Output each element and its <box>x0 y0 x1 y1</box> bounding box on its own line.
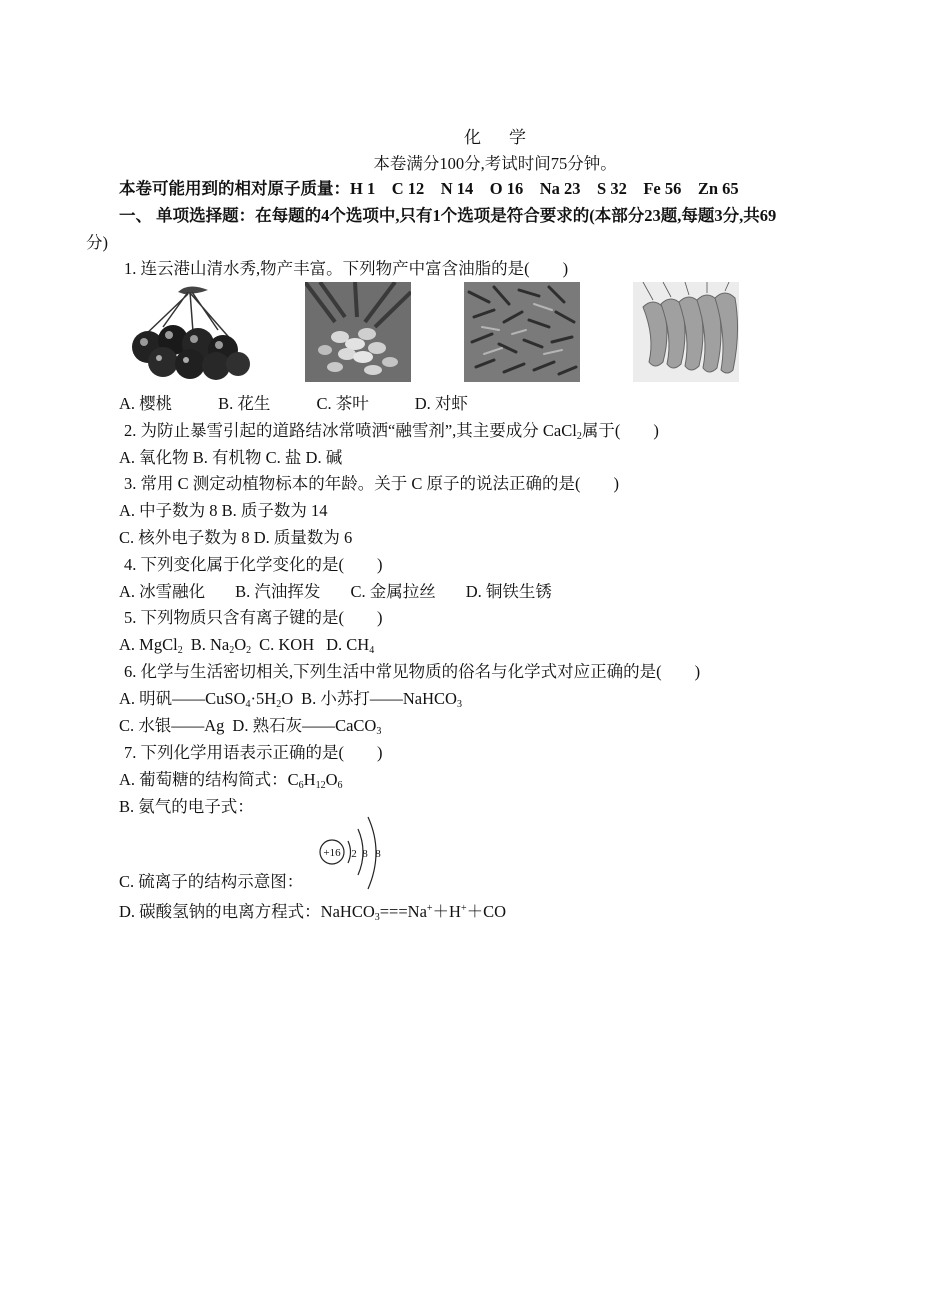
question-2-stem: 2. 为防止暴雪引起的道路结冰常喷洒“融雪剂”,其主要成分 CaCl$_2$属于( ) <box>124 421 659 442</box>
question-1-options <box>119 393 468 415</box>
q7-option-d[interactable]: D. 碳酸氢钠的电离方程式：NaHCO$_3$===Na+＋H+＋CO <box>119 902 507 923</box>
question-3-stem: 3. 常用 C 测定动植物标本的年龄。关于 C 原子的说法正确的是( ) <box>124 474 619 493</box>
question-2-options[interactable]: A. 氧化物 B. 有机物 C. 盐 D. 碱 <box>119 448 343 467</box>
question-3-options-row1[interactable]: A. 中子数为 8 B. 质子数为 14 <box>119 501 328 520</box>
title-char-2: 学 <box>509 128 526 147</box>
question-3-options-row2[interactable]: C. 核外电子数为 8 D. 质量数为 6 <box>119 528 353 547</box>
question-5-options <box>119 634 374 656</box>
q6-option-d[interactable]: D. 熟石灰——CaCO$_3$ <box>232 716 382 737</box>
cherries-photo <box>118 282 253 382</box>
section-heading-wrap: 分) <box>86 233 108 252</box>
q1-option-b[interactable]: B. 花生 <box>218 394 271 413</box>
q4-option-c[interactable]: C. 金属拉丝 <box>350 582 436 601</box>
title-char-1: 化 <box>464 128 481 147</box>
shell-2-count: 8 <box>362 848 368 860</box>
shrimp-photo <box>633 282 739 382</box>
q5-option-a[interactable]: A. MgCl$_2$ <box>119 635 183 656</box>
q1-option-d[interactable]: D. 对虾 <box>414 394 468 413</box>
q7-option-c[interactable]: C. 硫离子的结构示意图： <box>119 872 304 891</box>
q7-option-a[interactable]: A. 葡萄糖的结构简式：$C_6H_{12}O_6$ <box>119 770 343 791</box>
q4-option-d[interactable]: D. 铜铁生锈 <box>465 582 552 601</box>
question-7-stem: 7. 下列化学用语表示正确的是( ) <box>124 743 383 762</box>
peanuts-photo <box>305 282 411 382</box>
q6-option-a[interactable]: A. 明矾$——CuSO_4\cdot 5H_2O$ <box>119 689 294 710</box>
q1-option-c[interactable]: C. 茶叶 <box>316 394 369 413</box>
page-title <box>0 123 950 148</box>
q7-option-b[interactable]: B. 氨气的电子式： <box>119 797 254 816</box>
shell-3-count: 8 <box>375 848 381 860</box>
q5-option-b[interactable]: B. $Na_2O_2$ <box>190 635 252 656</box>
q5-option-c[interactable]: C. KOH <box>259 635 315 654</box>
q1-option-a[interactable]: A. 樱桃 <box>119 394 173 413</box>
section-heading: 一、 单项选择题：在每题的4个选项中,只有1个选项是符合要求的(本部分23题,每题3分,共69 <box>119 206 777 225</box>
question-4-stem: 4. 下列变化属于化学变化的是( ) <box>124 555 383 574</box>
q4-option-b[interactable]: B. 汽油挥发 <box>235 582 321 601</box>
shell-1-count: 2 <box>351 848 357 860</box>
q4-option-a[interactable]: A. 冰雪融化 <box>119 582 206 601</box>
q6-option-c[interactable]: C. 水银——Ag <box>119 716 225 735</box>
nucleus-charge: +16 <box>323 847 341 859</box>
question-5-stem: 5. 下列物质只含有离子键的是( ) <box>124 608 383 627</box>
question-1-stem: 1. 连云港山清水秀,物产丰富。下列物产中富含油脂的是( ) <box>124 259 569 278</box>
q6-option-b[interactable]: B. 小苏打——NaHCO$_3$ <box>301 689 462 710</box>
question-6-options-row2 <box>119 715 381 737</box>
question-6-stem: 6. 化学与生活密切相关,下列生活中常见物质的俗名与化学式对应正确的是( ) <box>124 662 701 681</box>
exam-info: 本卷满分100分,考试时间75分钟。 <box>373 154 617 173</box>
q5-option-d[interactable]: D. $CH_4$ <box>326 635 375 656</box>
question-4-options <box>119 581 552 603</box>
sulfide-ion-structure-diagram <box>318 815 398 891</box>
question-6-options-row1 <box>119 688 462 710</box>
atomic-mass-line: 本卷可能用到的相对原子质量：H 1 C 12 N 14 O 16 Na 23 S 32 Fe 56 Zn 65 <box>119 179 739 198</box>
tea-leaves-photo <box>464 282 580 382</box>
